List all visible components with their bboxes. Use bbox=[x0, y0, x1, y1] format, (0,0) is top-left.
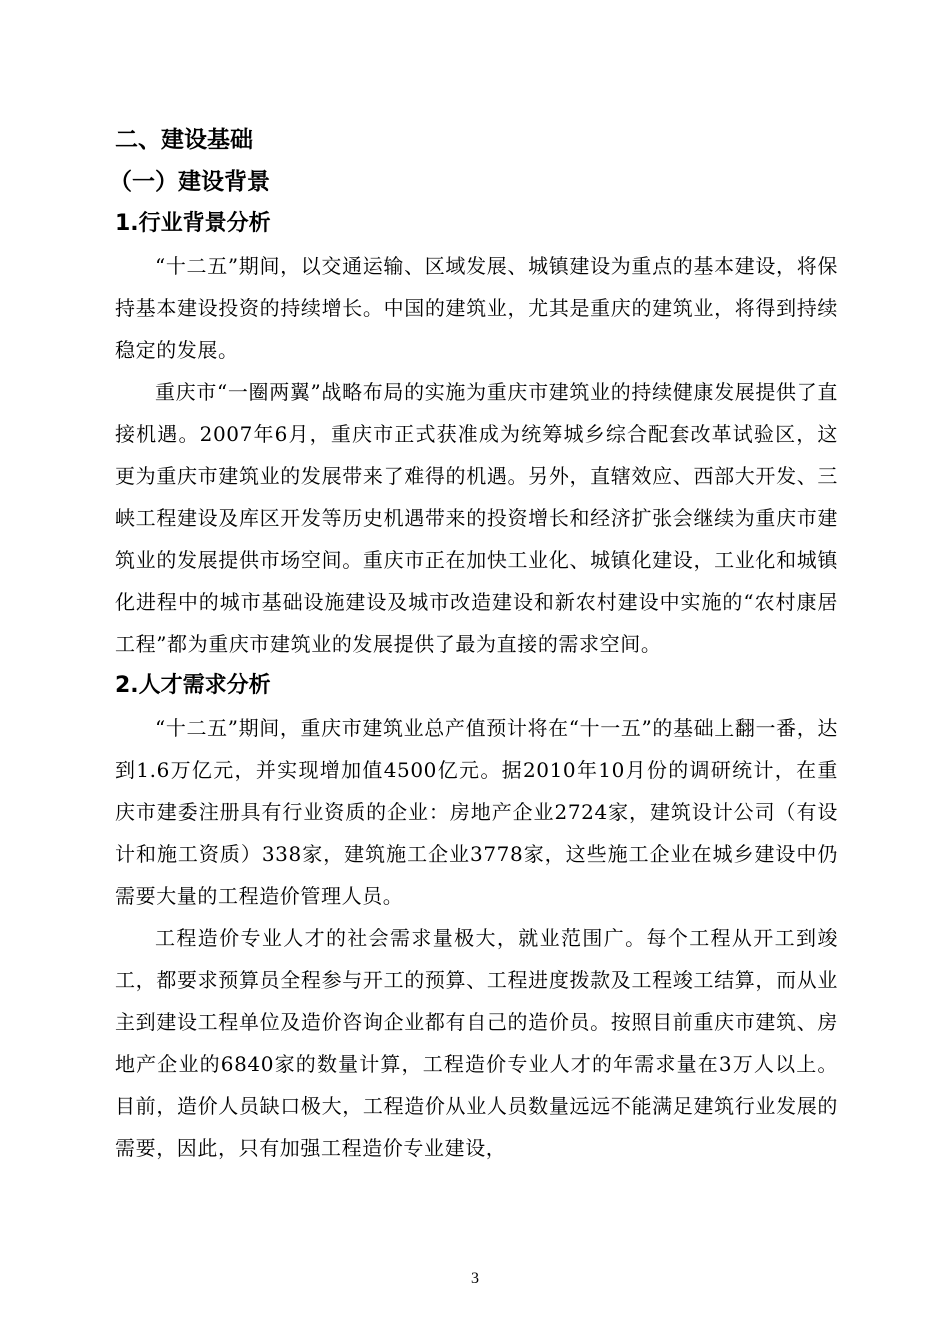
paragraph: “十二五”期间，以交通运输、区域发展、城镇建设为重点的基本建设，将保持基本建设投资的持续增长。中国的建筑业，尤其是重庆的建筑业，将得到持续稳定的发展。 bbox=[115, 254, 838, 362]
page-content bbox=[109, 119, 838, 1169]
page-number: 3 bbox=[471, 1270, 479, 1287]
chapter-heading: 二、建设基础 bbox=[115, 127, 253, 153]
paragraph: 重庆市“一圈两翼”战略布局的实施为重庆市建筑业的持续健康发展提供了直接机遇。2007年6月，重庆市正式获准成为统筹城乡综合配套改革试验区，这更为重庆市建筑业的发展带来了难得的机遇。另外，直辖效应、西部大开发、三峡工程建设及库区开发等历史机遇带来的投资增长和经济扩张会继续为重庆市建筑业的发展提供市场空间。重庆市正在加快工业化、城镇化建设，工业化和城镇化进程中的城市基础设施建设及城市改造建设和新农村建设中实施的“农村康居工程”都为重庆市建筑业的发展提供了最为直接的需求空间。 bbox=[115, 380, 838, 656]
paragraph: “十二五”期间，重庆市建筑业总产值预计将在“十一五”的基础上翻一番，达到1.6万亿元，并实现增加值4500亿元。据2010年10月份的调研统计，在重庆市建委注册具有行业资质的企业：房地产企业2724家，建筑设计公司（有设计和施工资质）338家，建筑施工企业3778家，这些施工企业在城乡建设中仍需要大量的工程造价管理人员。 bbox=[115, 716, 838, 908]
subsection-heading: （一）建设背景 bbox=[109, 169, 270, 195]
talent-demand-heading: 2.人才需求分析 bbox=[115, 673, 271, 698]
paragraph: 工程造价专业人才的社会需求量极大，就业范围广。每个工程从开工到竣工，都要求预算员全程参与开工的预算、工程进度拨款及工程竣工结算，而从业主到建设工程单位及造价咨询企业都有自己的造价员。按照目前重庆市建筑、房地产企业的6840家的数量计算，工程造价专业人才的年需求量在3万人以上。目前，造价人员缺口极大，工程造价从业人员数量远远不能满足建筑行业发展的需要，因此，只有加强工程造价专业建设， bbox=[115, 926, 838, 1160]
industry-background-heading: 1.行业背景分析 bbox=[115, 211, 271, 236]
